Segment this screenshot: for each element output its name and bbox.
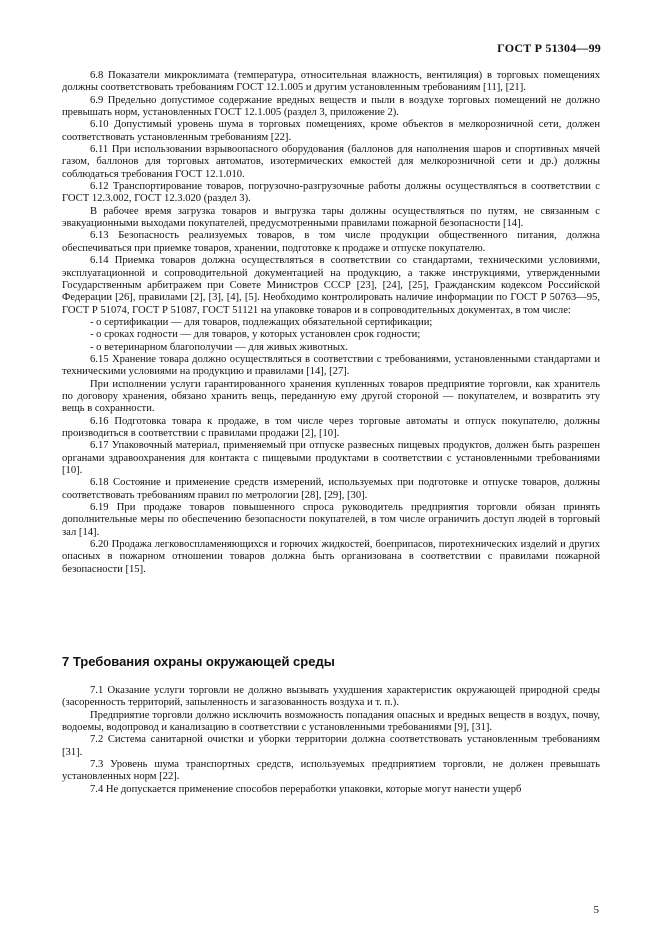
- paragraph-7-2: 7.2 Система санитарной очистки и уборки территории должна соответствовать установленным требованиям [31].: [62, 734, 600, 758]
- section-7-heading: 7 Требования охраны окружающей среды: [62, 654, 335, 669]
- paragraph-6-15-cont: При исполнении услуги гарантированного хранения купленных товаров предприятие торговли, как хранитель по договору хранения, обязано хранить вещь, переданную ему другой стороной — покупателем, и возвратить эту вещь в сохранности.: [62, 378, 600, 415]
- paragraph-6-13: 6.13 Безопасность реализуемых товаров, в том числе продукции общественного питания, должна обеспечиваться при приемке товаров, хранении, подготовке к продаже и отпуске покупателю.: [62, 230, 600, 254]
- list-item: - о сертификации — для товаров, подлежащих обязательной сертификации;: [90, 316, 433, 328]
- paragraph-6-12-cont: В рабочее время загрузка товаров и выгрузка тары должны осуществляться по путям, не связанным с эвакуационными выходами покупателей, предусмотренными правилами пожарной безопасности [14].: [62, 205, 600, 230]
- section-6-body: [62, 70, 600, 576]
- list-item: - о сроках годности — для товаров, у которых установлен срок годности;: [90, 329, 421, 341]
- list-item: - о ветеринарном благополучии — для живых животных.: [90, 341, 348, 353]
- paragraph-7-1-cont: Предприятие торговли должно исключить возможность попадания опасных и вредных веществ в воздух, почву, водоемы, водопровод и канализацию в соответствии с установленными требованиями [9], [31].: [62, 709, 600, 734]
- paragraph-6-11: 6.11 При использовании взрывоопасного оборудования (баллонов для наполнения шаров и спортивных мячей газом, баллонов для торговых автоматов, изотермических емкостей для мелкорозничной сети и др.) должны соблюдаться требования ГОСТ 12.1.010.: [62, 144, 600, 180]
- paragraph-6-16: 6.16 Подготовка товара к продаже, в том числе через торговые автоматы и отпуск покупателю, должны производиться в соответствии с правилами продажи [2], [10].: [62, 415, 600, 439]
- paragraph-6-10: 6.10 Допустимый уровень шума в торговых помещениях, кроме объектов в мелкорозничной сети, должен соответствовать установленным требованиям [22].: [62, 119, 600, 143]
- paragraph-7-4: 7.4 Не допускается применение способов переработки упаковки, которые могут нанести ущерб: [90, 783, 522, 795]
- paragraph-6-12: 6.12 Транспортирование товаров, погрузочно-разгрузочные работы должны осуществляться в соответствии с ГОСТ 12.3.002, ГОСТ 12.3.020 (раздел 3).: [62, 181, 600, 205]
- paragraph-6-19: 6.19 При продаже товаров повышенного спроса руководитель предприятия торговли обязан принять дополнительные меры по обеспечению безопасности покупателей, в том числе ограничить доступ людей в торговый зал [14].: [62, 502, 600, 538]
- paragraph-6-17: 6.17 Упаковочный материал, применяемый при отпуске развесных пищевых продуктов, должен быть разрешен органами здравоохранения для контакта с пищевыми продуктами в соответствии с установленными требованиями [10].: [62, 440, 600, 476]
- page-number: 5: [593, 904, 599, 916]
- paragraph-6-9: 6.9 Предельно допустимое содержание вредных веществ и пыли в воздухе торговых помещений не должно превышать норм, установленных ГОСТ 12.1.005 (раздел 3, приложение 2).: [62, 94, 600, 119]
- paragraph-6-15: 6.15 Хранение товара должно осуществляться в соответствии с требованиями, установленными стандартами и техническими условиями на продукцию и правилами [14], [27].: [62, 353, 600, 378]
- paragraph-6-14: 6.14 Приемка товаров должна осуществляться в соответствии со стандартами, техническими условиями, эксплуатационной и сопроводительной документацией на продукцию, а также инструкциями, утвержденными Государственным арбитражем при Совете Министров СССР [23], [24], [25], Гражданским кодексом Российской Федерации [26], правилами [2], [3], [4], [5]. Необходимо контролировать наличие информации по ГОСТ Р 50763—95, ГОСТ Р 51074, ГОСТ Р 51087, ГОСТ 51121 на упаковке товаров и в сопроводительных документах, в том числе:: [62, 255, 600, 316]
- paragraph-6-18: 6.18 Состояние и применение средств измерений, используемых при подготовке и отпуске товаров, должны соответствовать требованиям правил по метрологии [28], [29], [30].: [62, 477, 600, 501]
- paragraph-7-3: 7.3 Уровень шума транспортных средств, используемых предприятием торговли, не должен превышать установленных норм [22].: [62, 759, 600, 783]
- paragraph-7-1: 7.1 Оказание услуги торговли не должно вызывать ухудшения характеристик окружающей природной среды (засоренность территорий, запыленность и загазованность воздуха и т. п.).: [62, 685, 600, 709]
- document-code: ГОСТ Р 51304—99: [497, 41, 601, 55]
- paragraph-6-20: 6.20 Продажа легковоспламеняющихся и горючих жидкостей, боеприпасов, пиротехнических изделий и других опасных в пожарном отношении товаров должна быть организована в соответствии с правилами пожарной безопасности [15].: [62, 539, 600, 575]
- paragraph-6-8: 6.8 Показатели микроклимата (температура, относительная влажность, вентиляция) в торговых помещениях должны соответствовать требованиям ГОСТ 12.1.005 и другим установленным требованиям [11], [21].: [62, 70, 600, 94]
- section-7-body: [62, 685, 600, 796]
